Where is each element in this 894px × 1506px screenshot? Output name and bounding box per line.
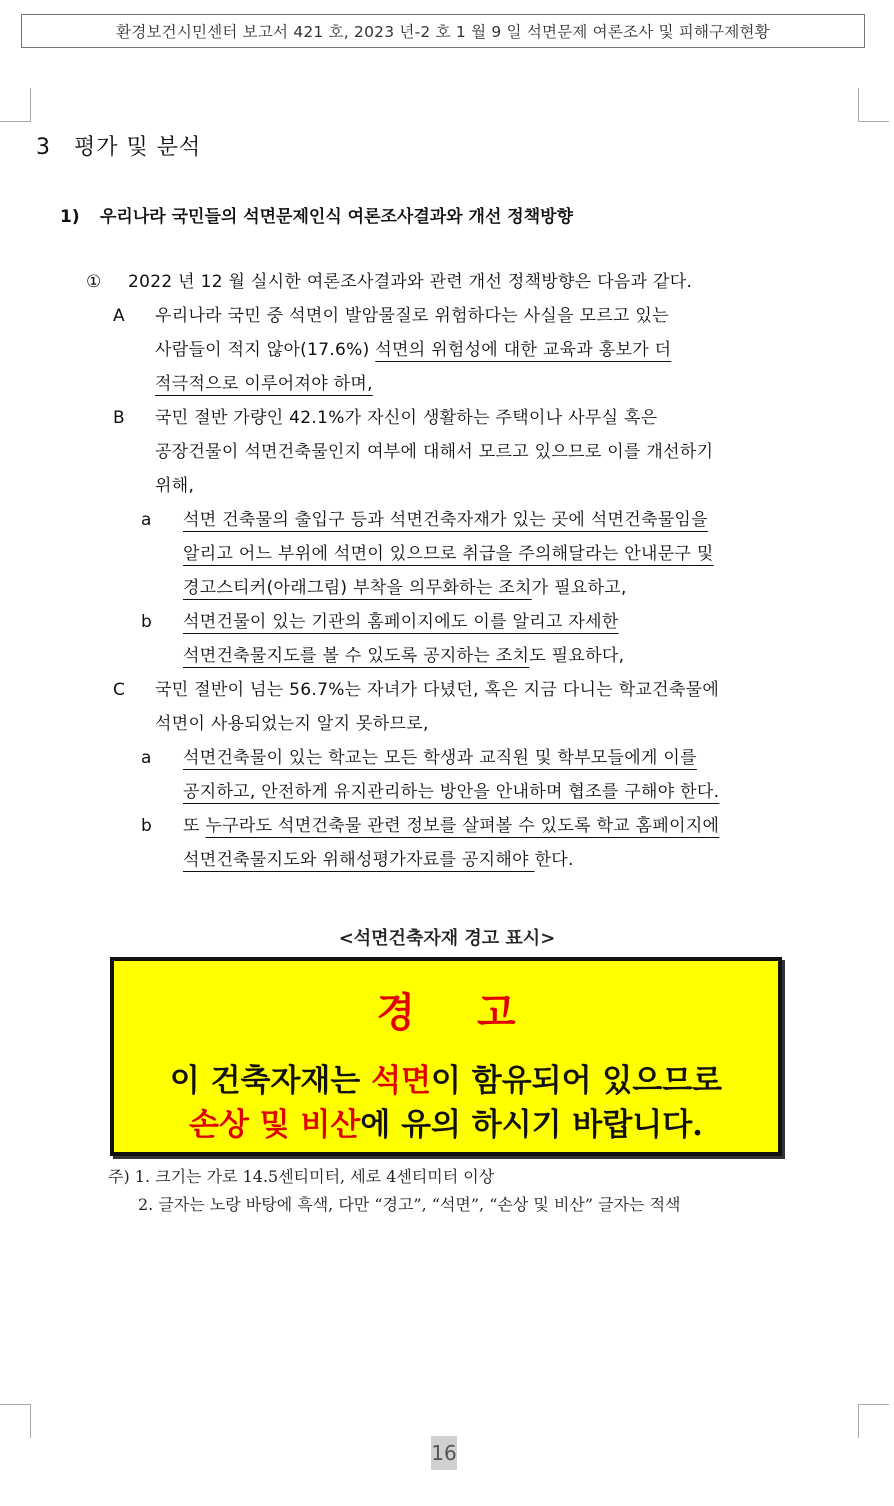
item-b-a-line-1: 석면 건축물의 출입구 등과 석면건축자재가 있는 곳에 석면건축물임을 <box>183 510 708 530</box>
item-a-line-2-plain: 사람들이 적지 않아(17.6%) <box>155 340 376 360</box>
crop-mark-top-right <box>858 88 889 122</box>
item-b-b-line-2-plain: 도 필요하다, <box>529 646 625 666</box>
item-b-b-line-1: 석면건물이 있는 기관의 홈페이지에도 이를 알리고 자세한 <box>183 612 619 632</box>
item-c-line-1: 국민 절반이 넘는 56.7%는 자녀가 다녔던, 혹은 지금 다니는 학교건축물에 <box>155 680 720 700</box>
intro-text: 2022 년 12 월 실시한 여론조사결과와 관련 개선 정책방향은 다음과 같다. <box>128 272 693 292</box>
warning-line-1-b: 이 함유되어 있으므로 <box>431 1063 723 1099</box>
subsection-heading <box>60 202 573 227</box>
subsection-title: 우리나라 국민들의 석면문제인식 여론조사결과와 개선 정책방향 <box>100 207 573 227</box>
item-b-a-line-2: 알리고 어느 부위에 석면이 있으므로 취급을 주의해달라는 안내문구 및 <box>183 544 714 564</box>
item-a-line-1: 우리나라 국민 중 석면이 발암물질로 위험하다는 사실을 모르고 있는 <box>155 306 669 326</box>
warning-line-1 <box>114 1055 778 1100</box>
report-header-text: 환경보건시민센터 보고서 421 호, 2023 년-2 호 1 월 9 일 석면문제 여론조사 및 피해구제현황 <box>116 23 770 41</box>
item-a-marker: A <box>113 306 125 326</box>
item-a-line-2 <box>155 338 671 362</box>
warning-line-1-red: 석면 <box>371 1063 432 1099</box>
item-b-line-3: 위해, <box>155 476 195 496</box>
page-number: 16 <box>431 1436 457 1470</box>
item-c-b-marker: b <box>141 816 152 836</box>
figure-note-2: 2. 글자는 노랑 바탕에 흑색, 다만 “경고”, “석면”, “손상 및 비산” 글자는 적색 <box>138 1195 681 1214</box>
item-b-b-marker: b <box>141 612 152 632</box>
item-c-b-line-1-underlined: 누구라도 석면건축물 관련 정보를 살펴볼 수 있도록 학교 홈페이지에 <box>205 816 720 836</box>
item-b-b-line-2-underlined: 석면건축물지도를 볼 수 있도록 공지하는 조치 <box>183 646 530 666</box>
crop-mark-bottom-right <box>858 1404 889 1438</box>
item-c-b-line-2-underlined: 석면건축물지도와 위해성평가자료를 공지해야 <box>183 850 535 870</box>
warning-line-2 <box>114 1099 778 1144</box>
item-b-b-line-2 <box>183 644 624 668</box>
crop-mark-top-left <box>0 88 31 122</box>
item-b-line-2: 공장건물이 석면건축물인지 여부에 대해서 모르고 있으므로 이를 개선하기 <box>155 442 714 462</box>
section-title: 평가 및 분석 <box>74 135 202 160</box>
item-a-line-2-underlined: 석면의 위험성에 대한 교육과 홍보가 더 <box>375 340 672 360</box>
intro-marker: ① <box>86 272 102 292</box>
item-b-marker: B <box>113 408 125 428</box>
section-number: 3 <box>36 135 51 160</box>
item-b-a-line-3-plain: 가 필요하고, <box>531 578 627 598</box>
subsection-number: 1) <box>60 207 80 227</box>
section-heading <box>36 130 201 161</box>
figure-caption: <석면건축자재 경고 표시> <box>338 928 556 949</box>
asbestos-warning-label <box>110 957 782 1156</box>
warning-line-1-a: 이 건축자재는 <box>169 1063 372 1099</box>
crop-mark-bottom-left <box>0 1404 31 1438</box>
item-c-a-marker: a <box>141 748 152 768</box>
item-c-a-line-1: 석면건축물이 있는 학교는 모든 학생과 교직원 및 학부모들에게 이를 <box>183 748 697 768</box>
item-b-a-line-3 <box>183 576 627 600</box>
warning-line-2-b: 에 유의 하시기 바랍니다. <box>360 1107 703 1143</box>
item-b-a-line-3-underlined: 경고스티커(아래그림) 부착을 의무화하는 조치 <box>183 578 532 598</box>
item-b-line-1: 국민 절반 가량인 42.1%가 자신이 생활하는 주택이나 사무실 혹은 <box>155 408 658 428</box>
item-c-b-line-1 <box>183 814 719 838</box>
item-c-line-2: 석면이 사용되었는지 알지 못하므로, <box>155 714 429 734</box>
item-c-a-line-2: 공지하고, 안전하게 유지관리하는 방안을 안내하며 협조를 구해야 한다. <box>183 782 720 802</box>
item-c-b-line-1-plain: 또 <box>183 816 206 836</box>
item-c-b-line-2 <box>183 848 574 872</box>
warning-line-2-red: 손상 및 비산 <box>189 1107 361 1143</box>
item-c-marker: C <box>113 680 125 700</box>
report-header <box>21 14 865 48</box>
figure-note-1: 주) 1. 크기는 가로 14.5센티미터, 세로 4센티미터 이상 <box>108 1167 495 1186</box>
item-b-a-marker: a <box>141 510 152 530</box>
item-a-line-3: 적극적으로 이루어져야 하며, <box>155 374 373 394</box>
item-c-b-line-2-plain: 한다. <box>534 850 574 870</box>
warning-title: 경 고 <box>376 989 540 1036</box>
